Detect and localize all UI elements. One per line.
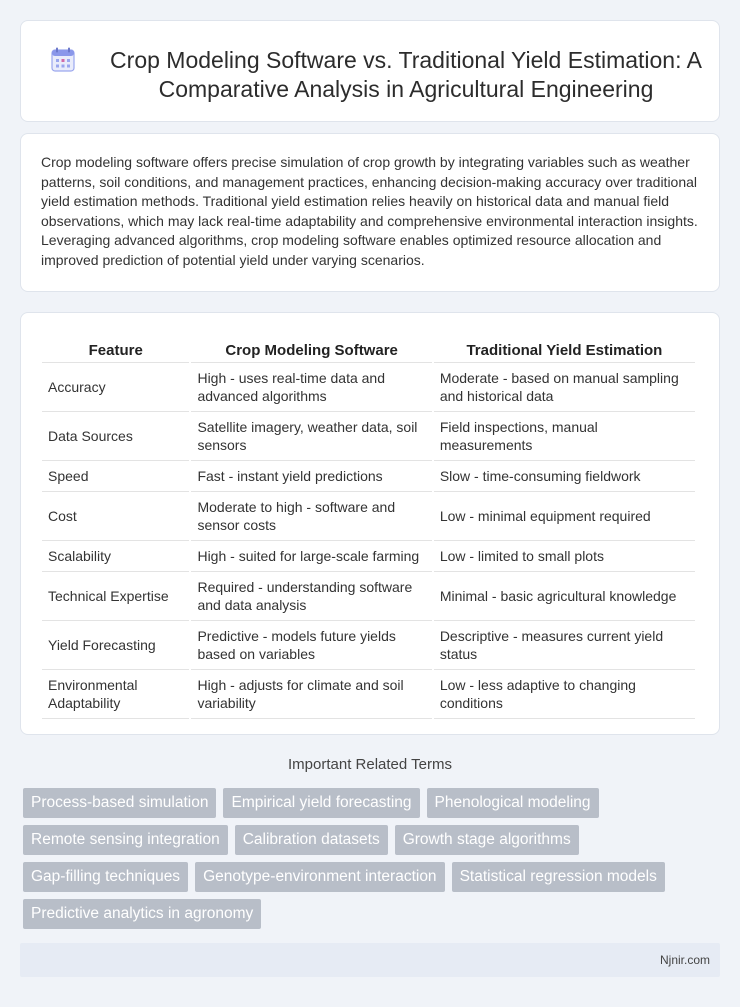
related-term-tag[interactable]: Calibration datasets: [235, 825, 388, 855]
table-row: [42, 412, 695, 461]
table-row: [42, 621, 695, 670]
related-term-tag[interactable]: Remote sensing integration: [23, 825, 228, 855]
related-term-tag[interactable]: Genotype-environment interaction: [195, 862, 445, 892]
table-row: [42, 670, 695, 719]
footer: [20, 943, 720, 977]
table-header-row: [42, 333, 695, 363]
page-title: Crop Modeling Software vs. Traditional Yield Estimation: A Comparative Analysis in Agricultural Engineering: [110, 47, 702, 102]
row-crop-modeling: Required - understanding software and data analysis: [191, 572, 431, 621]
row-crop-modeling: High - uses real-time data and advanced algorithms: [191, 363, 431, 412]
related-term-tag[interactable]: Gap-filling techniques: [23, 862, 188, 892]
comparison-table-card: [20, 312, 720, 735]
row-feature: Speed: [42, 461, 189, 492]
comparison-table: [40, 333, 697, 719]
row-traditional: Minimal - basic agricultural knowledge: [434, 572, 695, 621]
row-traditional: Low - limited to small plots: [434, 541, 695, 572]
related-terms-title: Important Related Terms: [288, 756, 452, 773]
table-row: [42, 492, 695, 541]
summary-text: Crop modeling software offers precise simulation of crop growth by integrating variables such as weather patterns, soil conditions, and management practices, enhancing decision-making accuracy over traditional yield estimation methods. Traditional yield estimation relies heavily on historical data and manual field observations, which may lack real-time adaptability and comprehensive environmental interaction insights. Leveraging advanced algorithms, crop modeling software enables optimized resource allocation and improved prediction of potential yield under varying scenarios.: [41, 154, 698, 268]
related-term-tag[interactable]: Statistical regression models: [452, 862, 665, 892]
row-feature: Technical Expertise: [42, 572, 189, 621]
summary-card: [20, 133, 720, 292]
related-term-tag[interactable]: Empirical yield forecasting: [223, 788, 419, 818]
related-terms-list: [23, 788, 713, 929]
header-traditional: Traditional Yield Estimation: [434, 333, 695, 363]
related-term-tag[interactable]: Growth stage algorithms: [395, 825, 579, 855]
row-traditional: Moderate - based on manual sampling and historical data: [434, 363, 695, 412]
calendar-icon: [50, 47, 76, 73]
row-traditional: Slow - time-consuming fieldwork: [434, 461, 695, 492]
row-crop-modeling: Fast - instant yield predictions: [191, 461, 431, 492]
title-card: [20, 20, 720, 122]
row-crop-modeling: Moderate to high - software and sensor costs: [191, 492, 431, 541]
row-crop-modeling: High - suited for large-scale farming: [191, 541, 431, 572]
row-feature: Data Sources: [42, 412, 189, 461]
table-row: [42, 541, 695, 572]
row-feature: Cost: [42, 492, 189, 541]
table-row: [42, 572, 695, 621]
row-feature: Accuracy: [42, 363, 189, 412]
row-feature: Yield Forecasting: [42, 621, 189, 670]
related-term-tag[interactable]: Process-based simulation: [23, 788, 216, 818]
related-term-tag[interactable]: Phenological modeling: [427, 788, 599, 818]
row-traditional: Field inspections, manual measurements: [434, 412, 695, 461]
header-feature: Feature: [42, 333, 189, 363]
row-feature: Environmental Adaptability: [42, 670, 189, 719]
footer-site-link[interactable]: Njnir.com: [659, 953, 710, 967]
row-traditional: Low - minimal equipment required: [434, 492, 695, 541]
related-term-tag[interactable]: Predictive analytics in agronomy: [23, 899, 261, 929]
table-row: [42, 461, 695, 492]
row-traditional: Low - less adaptive to changing conditions: [434, 670, 695, 719]
row-feature: Scalability: [42, 541, 189, 572]
table-row: [42, 363, 695, 412]
row-crop-modeling: Satellite imagery, weather data, soil sensors: [191, 412, 431, 461]
row-traditional: Descriptive - measures current yield status: [434, 621, 695, 670]
header-crop-modeling: Crop Modeling Software: [191, 333, 431, 363]
row-crop-modeling: High - adjusts for climate and soil variability: [191, 670, 431, 719]
row-crop-modeling: Predictive - models future yields based on variables: [191, 621, 431, 670]
